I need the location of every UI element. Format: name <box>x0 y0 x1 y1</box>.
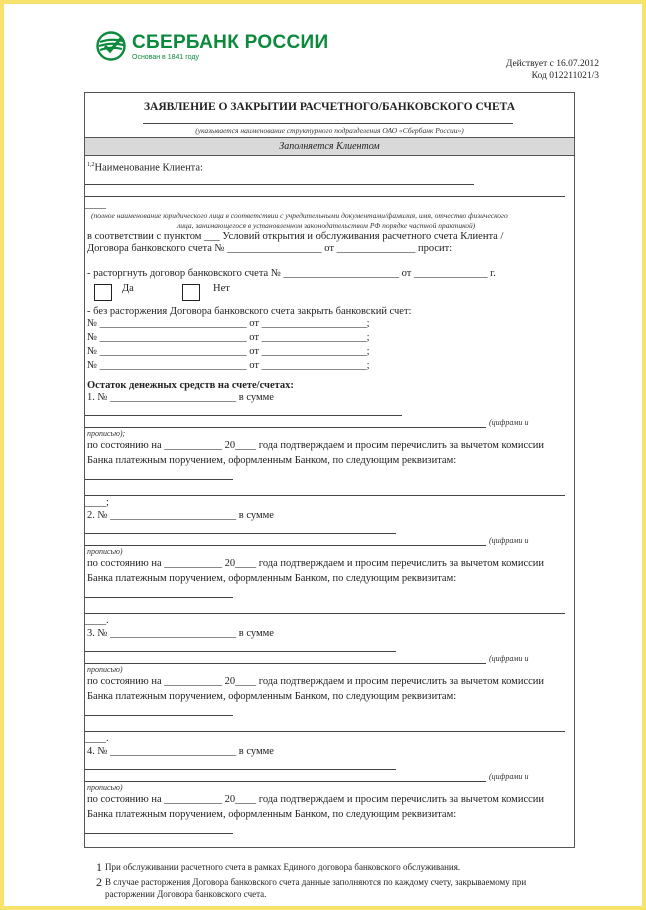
details-text: Банка платежным поручением, оформленным Банком, по следующим реквизитам: <box>87 573 457 584</box>
client-name-short-line: ____ <box>85 199 106 210</box>
no-label: Нет <box>213 283 230 294</box>
valid-from: Действует с 16.07.2012 <box>505 59 599 69</box>
amount-line[interactable] <box>85 651 396 652</box>
amount-hint-tail: прописью) <box>87 783 123 792</box>
block-end: ____; <box>85 497 109 508</box>
block-end: ____. <box>85 615 109 626</box>
account-clause-2: Договора банковского счета № __________________ от _______________ просит: <box>87 243 453 254</box>
client-name-line-1[interactable] <box>85 184 474 185</box>
footnote-1-text: При обслуживании расчетного счета в рамках Единого договора банковского обслуживания. <box>105 862 461 872</box>
amount-words-line[interactable] <box>85 781 486 782</box>
amount-hint: (цифрами и <box>489 654 529 663</box>
details-line[interactable] <box>85 479 233 480</box>
confirm-text: по состоянию на ___________ 20____ года подтверждаем и просим перечислить за вычетом комиссии <box>87 794 545 805</box>
details-text: Банка платежным поручением, оформленным Банком, по следующим реквизитам: <box>87 691 457 702</box>
client-name-line-2[interactable] <box>85 196 565 197</box>
amount-words-line[interactable] <box>85 545 486 546</box>
footnote-1-number: 1 <box>96 860 102 874</box>
amount-hint: (цифрами и <box>489 536 529 545</box>
amount-words-line[interactable] <box>85 427 486 428</box>
amount-hint-tail: прописью) <box>87 547 123 556</box>
balance-heading: Остаток денежных средств на счете/счетах: <box>87 380 294 391</box>
sberbank-logo-icon <box>96 31 126 61</box>
confirm-text: по состоянию на ___________ 20____ года подтверждаем и просим перечислить за вычетом комиссии <box>87 440 545 451</box>
details-line[interactable] <box>85 833 233 834</box>
footnote-2-text-1: В случае расторжения Договора банковского счета данные заполняются по каждому счету, закрываемому при <box>105 877 527 887</box>
account-row: № ____________________________ от ____________________; <box>87 360 370 371</box>
unit-hint: (указывается наименование структурного подразделения ОАО «Сбербанк России») <box>195 126 464 135</box>
block-head: 3. № ________________________ в сумме <box>87 628 274 639</box>
amount-hint: (цифрами и <box>489 772 529 781</box>
option-close-account: - без расторжения Договора банковского счета закрыть банковский счет: <box>87 306 412 317</box>
client-hint-2: лица, занимающегося в установленном законодательством РФ порядке частной практикой) <box>177 221 476 230</box>
footnote-2-number: 2 <box>96 875 102 889</box>
amount-line[interactable] <box>85 769 396 770</box>
block-end: ____. <box>85 733 109 744</box>
client-band: Заполняется Клиентом <box>85 137 574 156</box>
client-hint-1: (полное наименование юридического лица в соответствии с учредительными документами/фамилия, имя, отчество физического <box>91 211 508 220</box>
amount-line[interactable] <box>85 533 396 534</box>
no-checkbox[interactable] <box>182 284 200 301</box>
logo-title: СБЕРБАНК РОССИИ <box>132 32 329 53</box>
option-terminate: - расторгнуть договор банковского счета № ______________________ от ______________ г. <box>87 268 496 279</box>
amount-words-line[interactable] <box>85 663 486 664</box>
amount-hint-tail: прописью); <box>87 429 126 438</box>
yes-label: Да <box>122 283 134 294</box>
amount-hint: (цифрами и <box>489 418 529 427</box>
block-head: 2. № ________________________ в сумме <box>87 510 274 521</box>
block-head: 4. № ________________________ в сумме <box>87 746 274 757</box>
details-line[interactable] <box>85 613 565 614</box>
yes-checkbox[interactable] <box>94 284 112 301</box>
details-text: Банка платежным поручением, оформленным Банком, по следующим реквизитам: <box>87 455 457 466</box>
details-line[interactable] <box>85 715 233 716</box>
client-name-label <box>87 162 203 174</box>
confirm-text: по состоянию на ___________ 20____ года подтверждаем и просим перечислить за вычетом комиссии <box>87 676 545 687</box>
sberbank-logo <box>96 31 329 63</box>
form-frame <box>84 92 575 848</box>
block-head: 1. № ________________________ в сумме <box>87 392 274 403</box>
footnote-ref: 1,2 <box>87 162 95 168</box>
form-code: Код 012211021/3 <box>531 71 599 81</box>
page <box>4 4 642 906</box>
account-clause-1: в соответствии с пунктом ___ Условий открытия и обслуживания расчетного счета Клиента / <box>87 231 504 242</box>
details-line[interactable] <box>85 731 565 732</box>
form-title: ЗАЯВЛЕНИЕ О ЗАКРЫТИИ РАСЧЕТНОГО/БАНКОВСКОГО СЧЕТА <box>143 101 516 113</box>
account-row: № ____________________________ от ____________________; <box>87 346 370 357</box>
unit-line[interactable] <box>143 123 513 124</box>
details-text: Банка платежным поручением, оформленным Банком, по следующим реквизитам: <box>87 809 457 820</box>
details-line[interactable] <box>85 495 565 496</box>
amount-line[interactable] <box>85 415 402 416</box>
client-label-text: Наименование Клиента: <box>94 162 203 174</box>
confirm-text: по состоянию на ___________ 20____ года подтверждаем и просим перечислить за вычетом комиссии <box>87 558 545 569</box>
account-row: № ____________________________ от ____________________; <box>87 318 370 329</box>
account-row: № ____________________________ от ____________________; <box>87 332 370 343</box>
footnote-2-text-2: расторжении Договора банковского счета. <box>105 889 267 899</box>
details-line[interactable] <box>85 597 233 598</box>
amount-hint-tail: прописью) <box>87 665 123 674</box>
logo-tagline: Основан в 1841 году <box>132 54 199 61</box>
